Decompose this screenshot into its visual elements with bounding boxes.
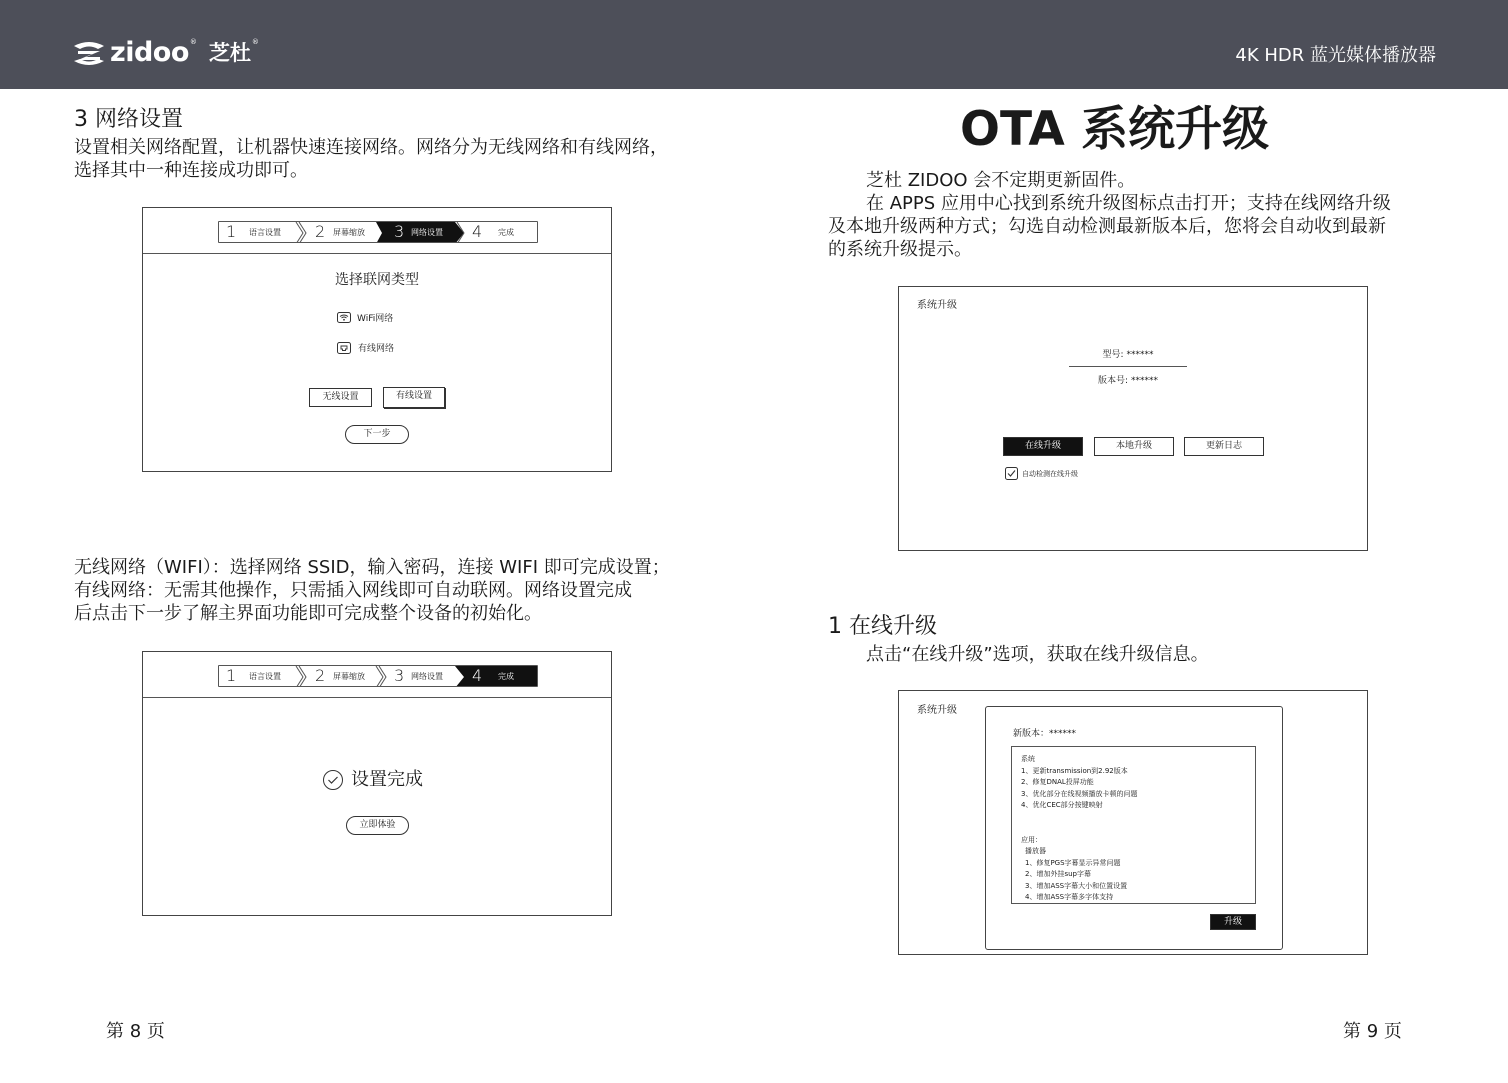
step-1-label: 语言设置 [249,228,281,237]
step-1-number: 1 [226,222,237,241]
ota-intro-line-4: 的系统升级提示。 [828,239,972,260]
notes-line: 4、增加ASS字幕多字体支持 [1025,893,1114,901]
update-log-button[interactable]: 更新日志 [1184,437,1264,456]
setup-step-bar [218,221,538,243]
online-upgrade-button[interactable]: 在线升级 [1003,437,1083,456]
final-step-4-number: 4 [472,666,483,685]
ota-title: OTA 系统升级 [960,102,1270,157]
network-intro-line-2: 选择其中一种连接成功即可。 [74,160,308,181]
system-upgrade-title: 系统升级 [917,300,957,311]
brand-logo [72,38,259,68]
step-2-label: 屏幕缩放 [333,228,365,237]
registered-mark: ® [189,38,197,46]
network-settings-heading: 3 网络设置 [74,107,183,132]
notes-line: 3、增加ASS字幕大小和位置设置 [1025,881,1128,890]
check-circle-icon [322,769,344,791]
final-step-1-label: 语言设置 [249,672,281,681]
wired-settings-button[interactable]: 有线设置 [383,387,445,408]
final-step-2-number: 2 [315,666,326,685]
network-desc-line-3: 后点击下一步了解主界面功能即可完成整个设备的初始化。 [74,603,542,624]
notes-line: 1、修复PGS字幕显示异常问题 [1025,858,1121,867]
step-2-number: 2 [315,222,326,241]
auto-check-option[interactable] [1005,467,1078,480]
product-title: 4K HDR 蓝光媒体播放器 [1235,45,1436,66]
network-desc-line-2: 有线网络：无需其他操作，只需插入网线即可自动联网。网络设置完成 [74,580,632,601]
notes-line: 3、优化部分在线视频播放卡顿的问题 [1021,789,1138,798]
ota-intro-line-2: 在 APPS 应用中心找到系统升级图标点击打开；支持在线网络升级 [866,193,1391,214]
wifi-option-label: WiFi网络 [357,314,394,324]
notes-line: 系统 [1021,755,1035,763]
screen-divider [143,253,611,254]
version-number: 版本号: ****** [1098,376,1158,386]
ota-intro-line-1: 芝杜 ZIDOO 会不定期更新固件。 [866,170,1136,191]
brand-name: zidoo [110,37,189,68]
wired-option[interactable] [337,341,394,354]
zidoo-logo-icon [72,40,106,66]
screen-divider [143,697,611,698]
setup-done-text: 设置完成 [351,769,423,790]
notes-line: 2、增加外挂sup字幕 [1025,870,1091,878]
page-number-left: 第 8 页 [106,1021,165,1042]
page-number-right: 第 9 页 [1343,1021,1402,1042]
network-desc-line-1: 无线网络（WIFI）：选择网络 SSID，输入密码，连接 WIFI 即可完成设置； [74,557,670,578]
notes-line: 4、优化CEC部分按键映射 [1021,801,1103,809]
release-notes-box[interactable] [1011,746,1256,904]
setup-complete-screen [142,651,612,916]
model-number: 型号: ****** [1069,347,1187,367]
checkbox-checked-icon[interactable] [1005,467,1018,480]
new-version-label: 新版本：****** [1013,729,1077,739]
network-type-title: 选择联网类型 [335,272,419,288]
online-upgrade-desc: 点击“在线升级”选项，获取在线升级信息。 [866,644,1209,665]
notes-spacer [1021,812,1137,835]
final-step-3-number: 3 [394,666,405,685]
upgrade-dialog-screen [898,690,1368,955]
setup-done-message [322,768,423,792]
final-step-2-label: 屏幕缩放 [333,672,365,681]
notes-line: 播放器 [1025,847,1046,855]
step-3-number: 3 [394,222,405,241]
wireless-settings-button[interactable]: 无线设置 [309,388,372,407]
final-step-4-label: 完成 [498,672,514,681]
upgrade-button[interactable]: 升级 [1210,914,1256,930]
network-type-screen [142,207,612,472]
header-bar [0,0,1508,89]
ethernet-icon [337,342,351,354]
notes-line: 2、修复DNAL投屏功能 [1021,778,1094,786]
auto-check-label: 自动检测在线升级 [1022,469,1078,478]
step-4-number: 4 [472,222,483,241]
brand-name-cn: 芝杜 [208,41,251,65]
wifi-option[interactable] [337,311,393,324]
ota-intro-line-3: 及本地升级两种方式；勾选自动检测最新版本后，您将会自动收到最新 [828,216,1386,237]
step-4-label: 完成 [498,228,514,237]
registered-mark-cn: ® [251,38,259,46]
network-intro-line-1: 设置相关网络配置，让机器快速连接网络。网络分为无线网络和有线网络， [74,137,668,158]
setup-step-bar-final [218,665,538,687]
upgrade-screen-title: 系统升级 [917,705,957,716]
final-step-1-number: 1 [226,666,237,685]
notes-line: 应用： [1021,835,1042,844]
notes-line: 1、更新transmission到2.92版本 [1021,766,1128,775]
next-step-button[interactable]: 下一步 [345,425,409,444]
online-upgrade-heading: 1 在线升级 [828,614,937,639]
upgrade-dialog [985,706,1283,950]
wifi-icon [337,312,351,323]
release-notes-text [1021,754,1137,904]
try-now-button[interactable]: 立即体验 [346,816,409,835]
step-3-label: 网络设置 [411,228,443,237]
local-upgrade-button[interactable]: 本地升级 [1094,437,1174,456]
final-step-3-label: 网络设置 [411,672,443,681]
system-upgrade-screen [898,286,1368,551]
wired-option-label: 有线网络 [358,344,395,354]
